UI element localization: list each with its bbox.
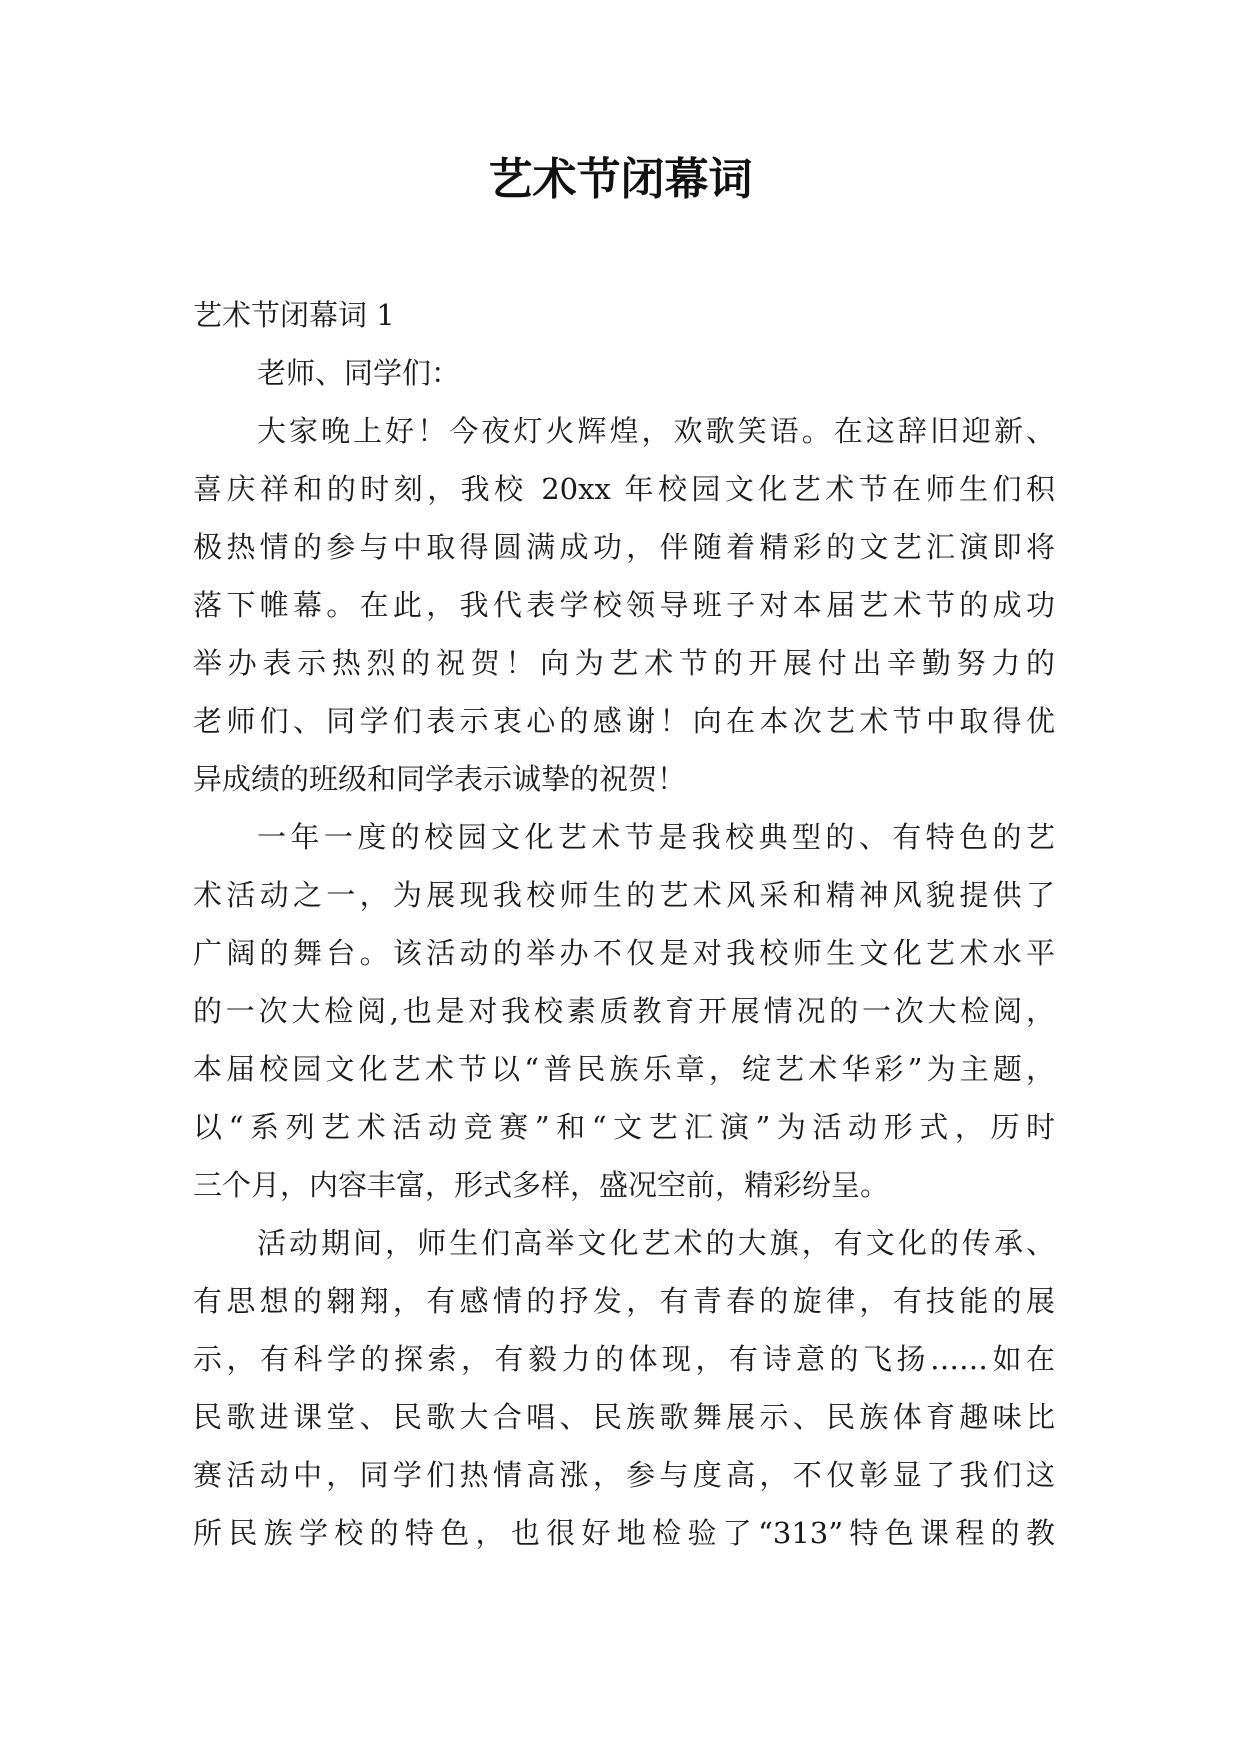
paragraph-line: 术活动之一，为展现我校师生的艺术风采和精神风貌提供了 bbox=[193, 878, 1055, 912]
paragraph-line: 举办表示热烈的祝贺！向为艺术节的开展付出辛勤努力的 bbox=[193, 646, 1055, 680]
paragraph-line: 活动期间，师生们高举文化艺术的大旗，有文化的传承、 bbox=[257, 1226, 1055, 1260]
section-heading: 艺术节闭幕词 1 bbox=[193, 298, 395, 332]
paragraph-line: 民歌进课堂、民歌大合唱、民族歌舞展示、民族体育趣味比 bbox=[193, 1400, 1055, 1434]
document-body bbox=[193, 286, 1055, 1562]
paragraph-line: 三个月，内容丰富，形式多样，盛况空前，精彩纷呈。 bbox=[193, 1168, 890, 1202]
paragraph-line: 异成绩的班级和同学表示诚挚的祝贺！ bbox=[193, 762, 687, 796]
paragraph-line: 极热情的参与中取得圆满成功，伴随着精彩的文艺汇演即将 bbox=[193, 530, 1055, 564]
body-paragraph bbox=[193, 402, 1055, 808]
paragraph-line: 老师、同学们： bbox=[257, 356, 461, 390]
paragraph-line: 的一次大检阅,也是对我校素质教育开展情况的一次大检阅， bbox=[193, 994, 1055, 1028]
paragraph-line: 本届校园文化艺术节以“普民族乐章，绽艺术华彩”为主题， bbox=[193, 1052, 1055, 1086]
paragraph-line: 老师们、同学们表示衷心的感谢！向在本次艺术节中取得优 bbox=[193, 704, 1055, 738]
document-title: 艺术节闭幕词 bbox=[488, 154, 753, 205]
paragraph-line: 所民族学校的特色，也很好地检验了“313”特色课程的教 bbox=[193, 1516, 1055, 1550]
paragraph-line: 喜庆祥和的时刻，我校 20xx 年校园文化艺术节在师生们积 bbox=[193, 472, 1055, 506]
paragraph-line: 广阔的舞台。该活动的举办不仅是对我校师生文化艺术水平 bbox=[193, 936, 1055, 970]
paragraph-line: 落下帷幕。在此，我代表学校领导班子对本届艺术节的成功 bbox=[193, 588, 1055, 622]
paragraph-line: 赛活动中，同学们热情高涨，参与度高，不仅彰显了我们这 bbox=[193, 1458, 1055, 1492]
paragraph-line: 大家晚上好！今夜灯火辉煌，欢歌笑语。在这辞旧迎新、 bbox=[257, 414, 1055, 448]
paragraph-line: 一年一度的校园文化艺术节是我校典型的、有特色的艺 bbox=[257, 820, 1055, 854]
body-paragraph bbox=[193, 808, 1055, 1214]
salutation-paragraph bbox=[193, 344, 1055, 402]
paragraph-line: 示，有科学的探索，有毅力的体现，有诗意的飞扬……如在 bbox=[193, 1342, 1055, 1376]
paragraph-line: 以“系列艺术活动竞赛”和“文艺汇演”为活动形式，历时 bbox=[193, 1110, 1055, 1144]
body-paragraph bbox=[193, 1214, 1055, 1562]
paragraph-line: 有思想的翱翔，有感情的抒发，有青春的旋律，有技能的展 bbox=[193, 1284, 1055, 1318]
